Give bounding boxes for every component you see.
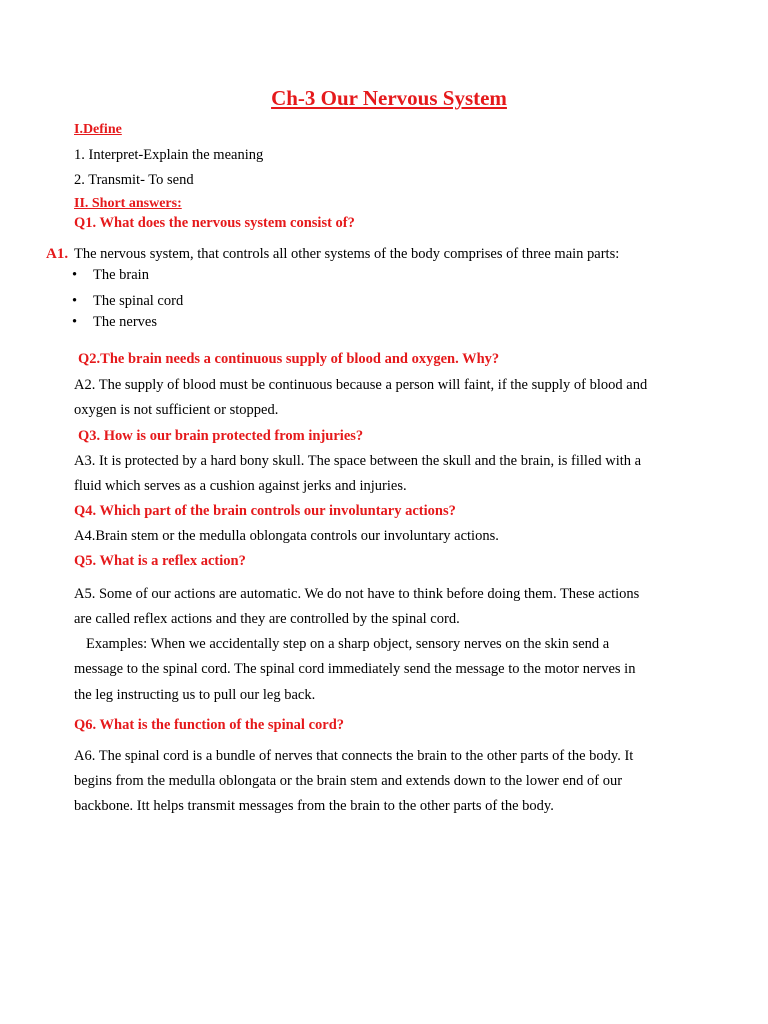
answer-5-line: the leg instructing us to pull our leg back. [74, 687, 316, 703]
answer-5-line: message to the spinal cord. The spinal cord immediately send the message to the motor nerves in [74, 661, 636, 677]
answer-5-line: A5. Some of our actions are automatic. We do not have to think before doing them. These actions [74, 586, 640, 602]
question-6: Q6. What is the function of the spinal cord? [74, 717, 345, 733]
answer-6-line: backbone. Itt helps transmit messages from the brain to the other parts of the body. [74, 798, 554, 814]
answer-2-line: A2. The supply of blood must be continuous because a person will faint, if the supply of blood and [74, 377, 648, 393]
bullet-icon: • [72, 267, 78, 283]
answer-5-line: are called reflex actions and they are controlled by the spinal cord. [74, 611, 460, 627]
answer-6-line: begins from the medulla oblongata or the brain stem and extends down to the lower end of our [74, 773, 623, 789]
answer-3-line: A3. It is protected by a hard bony skull. The space between the skull and the brain, is filled with a [74, 453, 642, 469]
question-3: Q3. How is our brain protected from injuries? [78, 428, 364, 444]
question-5: Q5. What is a reflex action? [74, 553, 246, 569]
answer-1-text: The nervous system, that controls all other systems of the body comprises of three main parts: [74, 246, 620, 262]
page-title: Ch-3 Our Nervous System [271, 86, 507, 110]
answer-1-label: A1. [46, 246, 69, 262]
question-4: Q4. Which part of the brain controls our involuntary actions? [74, 503, 456, 519]
list-item: The nerves [93, 314, 158, 330]
answer-6-line: A6. The spinal cord is a bundle of nerves that connects the brain to the other parts of the body. It [74, 748, 634, 764]
define-item: 1. Interpret-Explain the meaning [74, 147, 264, 163]
list-item: The brain [93, 267, 149, 283]
list-item: The spinal cord [93, 293, 184, 309]
section-define-heading: I.Define [74, 122, 122, 137]
question-1: Q1. What does the nervous system consist of? [74, 215, 355, 231]
section-short-answers-heading: II. Short answers: [74, 196, 182, 211]
question-2: Q2.The brain needs a continuous supply of blood and oxygen. Why? [78, 351, 500, 367]
bullet-icon: • [72, 314, 78, 330]
answer-3-line: fluid which serves as a cushion against jerks and injuries. [74, 478, 407, 494]
answer-5-line: Examples: When we accidentally step on a sharp object, sensory nerves on the skin send a [86, 636, 610, 652]
answer-2-line: oxygen is not sufficient or stopped. [74, 402, 279, 418]
define-item: 2. Transmit- To send [74, 172, 194, 188]
answer-4-line: A4.Brain stem or the medulla oblongata controls our involuntary actions. [74, 528, 499, 544]
bullet-icon: • [72, 293, 78, 309]
